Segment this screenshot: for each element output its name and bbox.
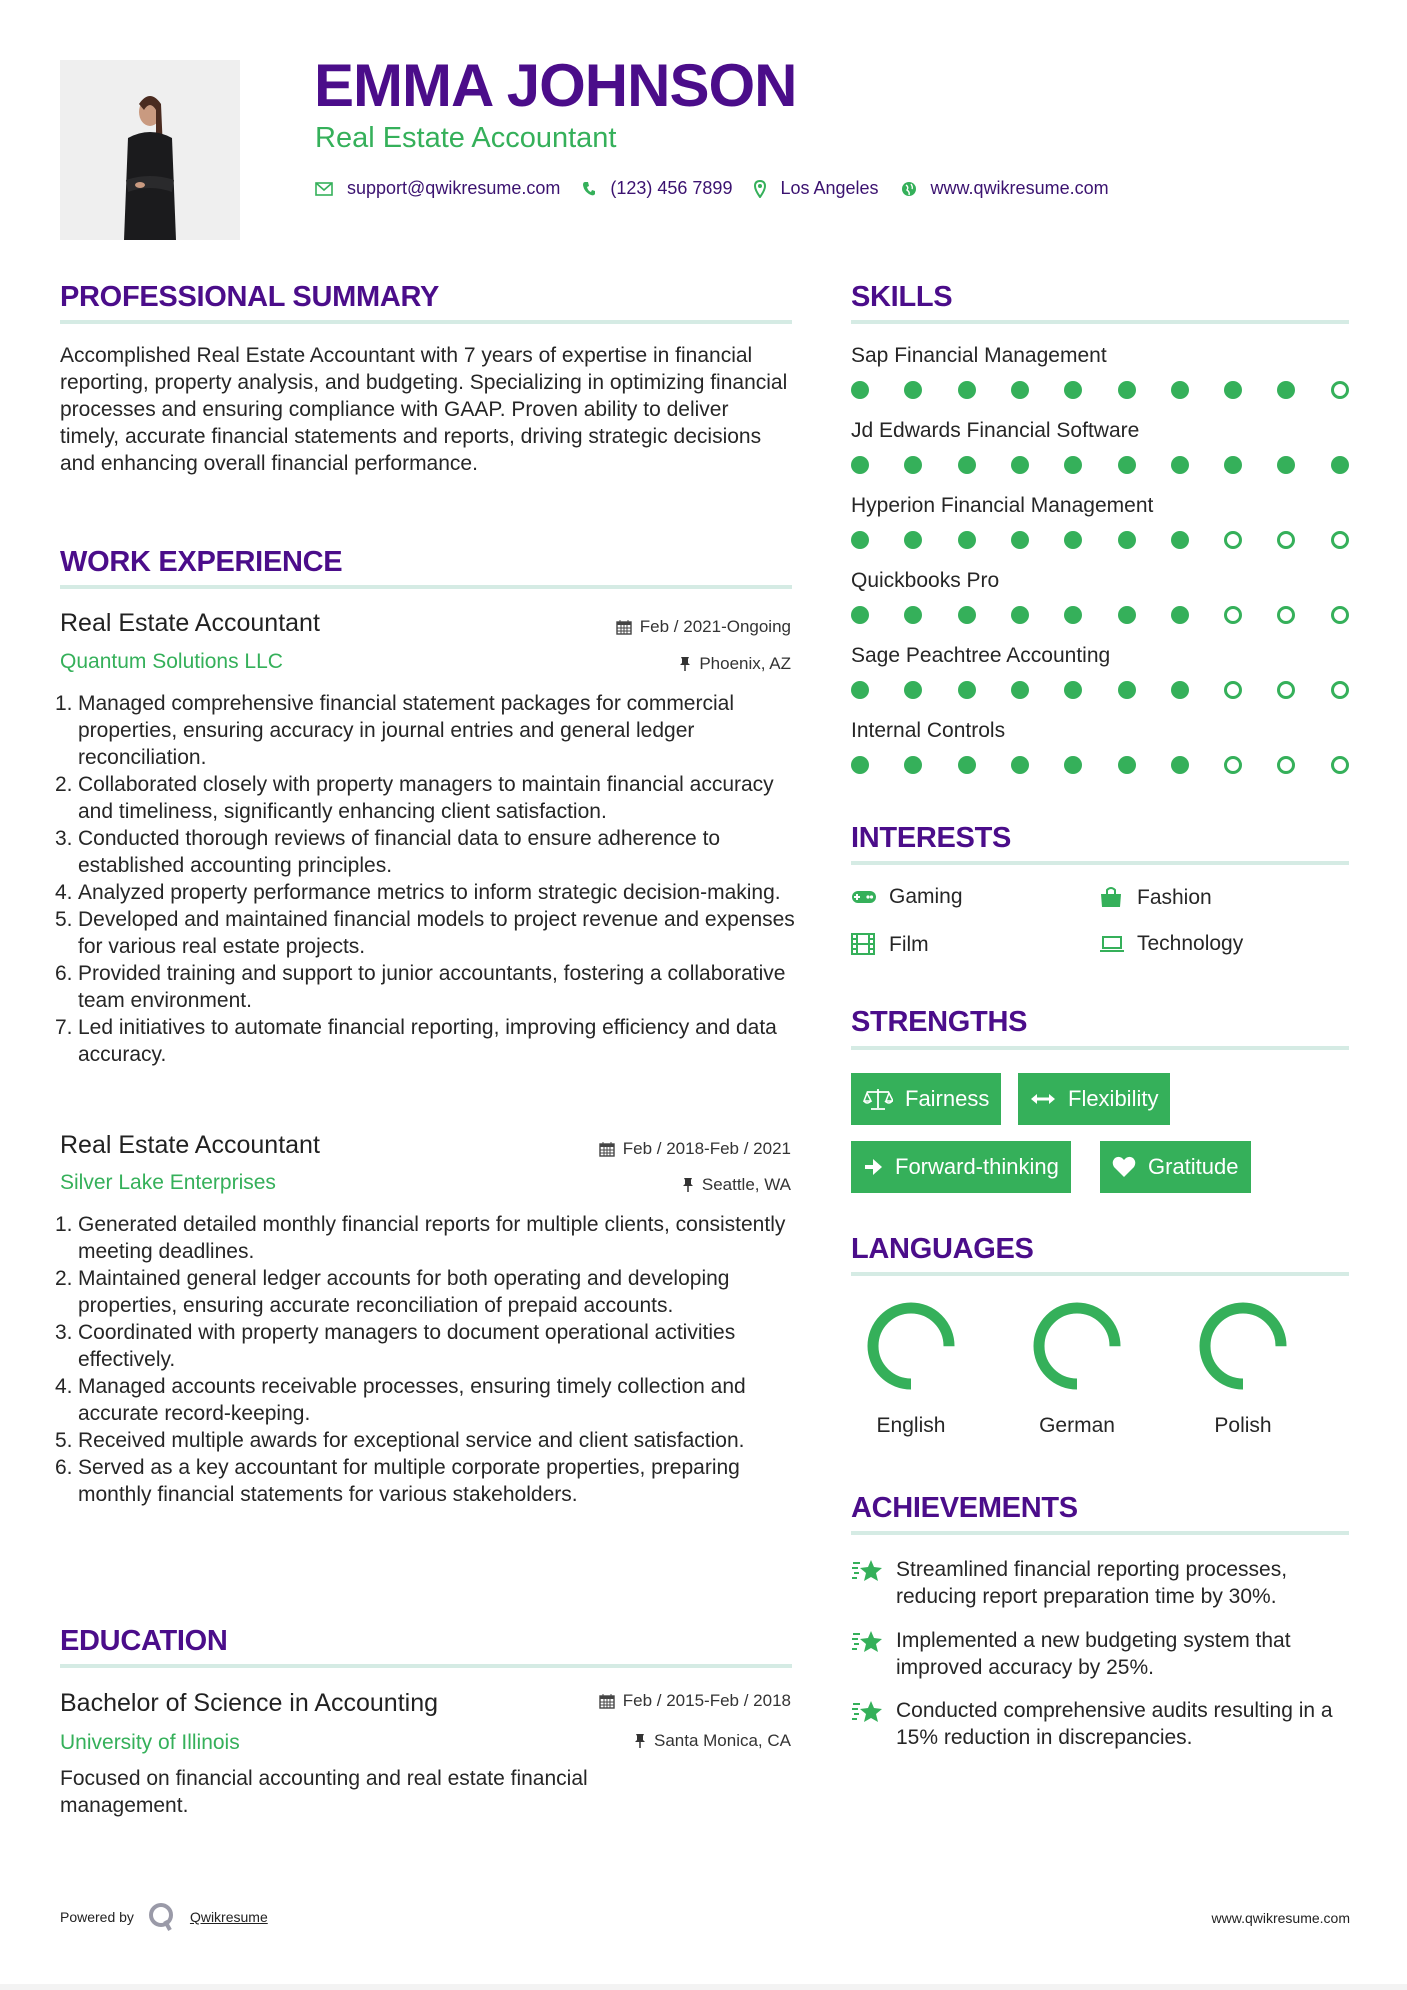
- achievements-heading: ACHIEVEMENTS: [851, 1492, 1078, 1524]
- rating-dot-filled: [1171, 456, 1189, 474]
- duty-number: 5.: [55, 1429, 73, 1452]
- section-divider: [60, 585, 792, 589]
- shooting-star-icon: [851, 1697, 896, 1751]
- duty-number: 6.: [55, 962, 73, 985]
- interest-label: Film: [889, 932, 929, 956]
- rating-dot-empty: [1331, 681, 1349, 699]
- job-dates: [616, 618, 791, 635]
- rating-dot-filled: [904, 531, 922, 549]
- contact-bar: [315, 178, 1131, 199]
- contact-phone[interactable]: (123) 456 7899: [610, 178, 733, 198]
- gamepad-icon: [851, 890, 877, 904]
- job-duties-list: [55, 690, 800, 1068]
- summary-text: Accomplished Real Estate Accountant with 7 years of expertise in financial reporting, property analysis, and budgeting. Specializing in optimizing financial processes and ensuring compliance with GAAP. Proven ability to deliver timely, accurate financial statements and reports, driving strategic decisions and enhancing overall financial performance.: [60, 344, 788, 475]
- rating-dot-empty: [1224, 681, 1242, 699]
- shooting-star-icon: [851, 1556, 896, 1610]
- pushpin-icon: [634, 1733, 646, 1749]
- education-description: Focused on financial accounting and real estate financial management.: [60, 1767, 588, 1817]
- job-role: Real Estate Accountant: [60, 1131, 320, 1159]
- arrows-horizontal-icon: [1030, 1092, 1056, 1106]
- skill-name: Hyperion Financial Management: [851, 494, 1154, 517]
- duty-item: [55, 825, 800, 879]
- education-school: University of Illinois: [60, 1731, 240, 1754]
- footer-powered-by: [60, 1902, 268, 1932]
- calendar-icon: [599, 1141, 615, 1157]
- rating-dot-filled: [1171, 531, 1189, 549]
- education-location: [634, 1732, 791, 1749]
- rating-dot-filled: [851, 756, 869, 774]
- interest-label: Technology: [1137, 932, 1244, 955]
- achievement-text: Implemented a new budgeting system that improved accuracy by 25%.: [896, 1629, 1291, 1679]
- achievement-text: Streamlined financial reporting processes, reducing report preparation time by 30%.: [896, 1558, 1288, 1608]
- skill-name: Sap Financial Management: [851, 344, 1107, 367]
- duty-number: 2.: [55, 1267, 73, 1290]
- rating-dot-filled: [958, 456, 976, 474]
- rating-dot-filled: [851, 381, 869, 399]
- interest-fashion: [1099, 886, 1212, 908]
- skill-name: Jd Edwards Financial Software: [851, 419, 1140, 442]
- pushpin-icon: [679, 656, 691, 672]
- pushpin-icon: [682, 1177, 694, 1193]
- footer-website[interactable]: www.qwikresume.com: [1211, 1910, 1350, 1926]
- arrow-right-icon: [863, 1157, 883, 1177]
- rating-dot-filled: [1011, 381, 1029, 399]
- duty-text: Collaborated closely with property managers to maintain financial accuracy and timeliness, significantly enhancing client satisfaction.: [78, 773, 774, 823]
- job-dates-text: Feb / 2018-Feb / 2021: [622, 1139, 791, 1158]
- duty-item: [55, 960, 800, 1014]
- duty-text: Maintained general ledger accounts for both operating and developing properties, ensuring accurate reconciliation of prepaid accounts.: [78, 1267, 730, 1317]
- rating-dot-filled: [1011, 756, 1029, 774]
- candidate-title: Real Estate Accountant: [315, 122, 617, 154]
- duty-number: 7.: [55, 1016, 73, 1039]
- rating-dot-empty: [1277, 531, 1295, 549]
- contact-website[interactable]: www.qwikresume.com: [930, 178, 1109, 198]
- education-dates: [599, 1692, 791, 1709]
- interest-technology: [1099, 933, 1243, 954]
- person-photo-icon: [60, 60, 240, 240]
- map-marker-icon: [754, 180, 766, 198]
- duty-text: Managed accounts receivable processes, ensuring timely collection and accurate record-keeping.: [78, 1375, 746, 1425]
- duty-text: Conducted thorough reviews of financial data to ensure adherence to established accounting principles.: [78, 827, 721, 877]
- rating-dot-filled: [851, 456, 869, 474]
- education-heading: EDUCATION: [60, 1625, 228, 1657]
- calendar-icon: [616, 619, 632, 635]
- section-divider: [851, 861, 1349, 865]
- proficiency-arc: [1039, 1308, 1115, 1384]
- rating-dot-filled: [1011, 681, 1029, 699]
- rating-dot-filled: [904, 681, 922, 699]
- section-divider: [851, 1531, 1349, 1535]
- duty-item: [55, 879, 800, 906]
- balance-scale-icon: [863, 1087, 893, 1111]
- calendar-icon: [599, 1693, 615, 1709]
- contact-email[interactable]: support@qwikresume.com: [347, 178, 561, 198]
- rating-dot-filled: [851, 606, 869, 624]
- skill-name: Internal Controls: [851, 719, 1006, 742]
- rating-dot-filled: [1171, 681, 1189, 699]
- achievement-item: [851, 1556, 1351, 1610]
- duty-item: [55, 1454, 800, 1508]
- rating-dot-filled: [1224, 381, 1242, 399]
- rating-dot-filled: [904, 456, 922, 474]
- language-item: [851, 1300, 971, 1438]
- skill-rating: [851, 680, 1351, 700]
- candidate-name: EMMA JOHNSON: [314, 52, 797, 119]
- strength-gratitude: [1100, 1141, 1251, 1193]
- rating-dot-filled: [1064, 606, 1082, 624]
- rating-dot-filled: [1277, 381, 1295, 399]
- rating-dot-empty: [1224, 531, 1242, 549]
- duty-item: [55, 1319, 800, 1373]
- interest-film: [851, 933, 929, 955]
- rating-dot-empty: [1224, 756, 1242, 774]
- rating-dot-filled: [1064, 681, 1082, 699]
- rating-dot-filled: [1171, 381, 1189, 399]
- rating-dot-filled: [1064, 456, 1082, 474]
- rating-dot-empty: [1277, 681, 1295, 699]
- strength-label: Forward-thinking: [895, 1154, 1059, 1179]
- duty-number: 5.: [55, 908, 73, 931]
- language-name: Polish: [1214, 1414, 1272, 1437]
- skill-rating: [851, 530, 1351, 550]
- interest-gaming: [851, 886, 963, 907]
- contact-location: Los Angeles: [780, 178, 879, 198]
- education-location-text: Santa Monica, CA: [653, 1731, 791, 1750]
- interest-label: Fashion: [1137, 885, 1212, 909]
- duty-item: [55, 906, 800, 960]
- skills-heading: SKILLS: [851, 281, 953, 313]
- achievement-item: [851, 1627, 1351, 1681]
- powered-by-label: Powered by: [60, 1909, 134, 1925]
- duty-item: [55, 1373, 800, 1427]
- phone-icon: [582, 181, 596, 197]
- globe-icon: [901, 181, 917, 197]
- section-divider: [851, 1272, 1349, 1276]
- duty-item: [55, 1265, 800, 1319]
- shooting-star-icon: [851, 1627, 896, 1681]
- education-degree: Bachelor of Science in Accounting: [60, 1689, 439, 1717]
- experience-heading: WORK EXPERIENCE: [60, 546, 343, 578]
- rating-dot-filled: [1224, 456, 1242, 474]
- strength-label: Gratitude: [1148, 1154, 1239, 1179]
- profile-photo: [60, 60, 240, 240]
- rating-dot-filled: [851, 681, 869, 699]
- language-proficiency-ring: [1031, 1300, 1123, 1392]
- rating-dot-filled: [958, 531, 976, 549]
- job-dates: [599, 1140, 791, 1157]
- duty-text: Received multiple awards for exceptional service and client satisfaction.: [78, 1429, 745, 1452]
- duty-text: Managed comprehensive financial statement packages for commercial properties, ensuring accuracy in journal entries and general ledger reconciliation.: [78, 692, 734, 769]
- rating-dot-filled: [1171, 756, 1189, 774]
- job-location: [682, 1176, 791, 1193]
- proficiency-arc: [1205, 1308, 1281, 1384]
- skill-rating: [851, 455, 1351, 475]
- qwikresume-link[interactable]: Qwikresume: [189, 1909, 268, 1925]
- skill-name: Quickbooks Pro: [851, 569, 1000, 592]
- rating-dot-empty: [1277, 756, 1295, 774]
- language-proficiency-ring: [865, 1300, 957, 1392]
- language-item: [1183, 1300, 1303, 1438]
- rating-dot-filled: [1011, 456, 1029, 474]
- page-bottom-edge: [0, 1984, 1407, 1990]
- rating-dot-filled: [1118, 756, 1136, 774]
- rating-dot-filled: [1118, 381, 1136, 399]
- duty-number: 4.: [55, 1375, 73, 1398]
- envelope-icon: [315, 182, 333, 196]
- rating-dot-filled: [1118, 681, 1136, 699]
- section-divider: [60, 320, 792, 324]
- heart-icon: [1112, 1156, 1136, 1178]
- laptop-icon: [1099, 935, 1125, 953]
- job-location-text: Seattle, WA: [701, 1175, 791, 1194]
- language-proficiency-ring: [1197, 1300, 1289, 1392]
- rating-dot-filled: [1118, 606, 1136, 624]
- skill-rating: [851, 755, 1351, 775]
- duty-text: Analyzed property performance metrics to inform strategic decision-making.: [78, 881, 781, 904]
- language-name: English: [876, 1414, 946, 1437]
- rating-dot-empty: [1331, 606, 1349, 624]
- rating-dot-filled: [1331, 456, 1349, 474]
- rating-dot-filled: [904, 381, 922, 399]
- language-item: [1017, 1300, 1137, 1438]
- job-location-text: Phoenix, AZ: [699, 654, 791, 673]
- skill-rating: [851, 380, 1351, 400]
- job-company: Silver Lake Enterprises: [60, 1171, 276, 1194]
- interests-heading: INTERESTS: [851, 822, 1012, 854]
- job-role: Real Estate Accountant: [60, 609, 320, 637]
- rating-dot-filled: [904, 606, 922, 624]
- proficiency-arc: [873, 1308, 949, 1384]
- rating-dot-filled: [958, 756, 976, 774]
- strength-fairness: [851, 1073, 1001, 1125]
- strength-label: Fairness: [905, 1086, 990, 1111]
- rating-dot-filled: [851, 531, 869, 549]
- achievement-text: Conducted comprehensive audits resulting in a 15% reduction in discrepancies.: [896, 1699, 1333, 1749]
- rating-dot-filled: [958, 606, 976, 624]
- rating-dot-empty: [1331, 531, 1349, 549]
- duty-text: Coordinated with property managers to document operational activities effectively.: [78, 1321, 736, 1371]
- strength-forward-thinking: [851, 1141, 1071, 1193]
- achievement-item: [851, 1697, 1351, 1751]
- rating-dot-filled: [1064, 531, 1082, 549]
- rating-dot-filled: [1011, 606, 1029, 624]
- job-location: [679, 655, 791, 672]
- rating-dot-filled: [1011, 531, 1029, 549]
- section-divider: [60, 1664, 792, 1668]
- skill-name: Sage Peachtree Accounting: [851, 644, 1111, 667]
- rating-dot-filled: [1171, 606, 1189, 624]
- duty-text: Developed and maintained financial models to project revenue and expenses for various real estate projects.: [78, 908, 795, 958]
- education-dates-text: Feb / 2015-Feb / 2018: [622, 1691, 791, 1710]
- duty-number: 4.: [55, 881, 73, 904]
- duty-item: [55, 690, 800, 771]
- section-divider: [851, 1046, 1349, 1050]
- duty-number: 1.: [55, 1213, 73, 1236]
- rating-dot-filled: [1118, 456, 1136, 474]
- shopping-bag-icon: [1099, 886, 1125, 908]
- duty-item: [55, 1014, 800, 1068]
- job-company: Quantum Solutions LLC: [60, 650, 283, 673]
- interest-label: Gaming: [889, 885, 963, 908]
- film-icon: [851, 933, 877, 955]
- duty-text: Led initiatives to automate financial reporting, improving efficiency and data accuracy.: [78, 1016, 777, 1066]
- strengths-heading: STRENGTHS: [851, 1006, 1028, 1038]
- language-name: German: [1039, 1414, 1115, 1437]
- duty-text: Generated detailed monthly financial reports for multiple clients, consistently meeting deadlines.: [78, 1213, 786, 1263]
- rating-dot-filled: [1277, 456, 1295, 474]
- duty-item: [55, 1427, 800, 1454]
- rating-dot-empty: [1224, 606, 1242, 624]
- rating-dot-empty: [1277, 606, 1295, 624]
- strength-flexibility: [1018, 1073, 1170, 1125]
- qwikresume-logo-icon: [148, 1902, 176, 1932]
- languages-heading: LANGUAGES: [851, 1233, 1034, 1265]
- duty-text: Provided training and support to junior accountants, fostering a collaborative team environment.: [78, 962, 786, 1012]
- skill-rating: [851, 605, 1351, 625]
- duty-item: [55, 1211, 800, 1265]
- summary-heading: PROFESSIONAL SUMMARY: [60, 281, 440, 313]
- rating-dot-filled: [958, 381, 976, 399]
- rating-dot-filled: [1064, 756, 1082, 774]
- rating-dot-filled: [904, 756, 922, 774]
- duty-number: 6.: [55, 1456, 73, 1479]
- job-duties-list: [55, 1211, 800, 1508]
- rating-dot-filled: [958, 681, 976, 699]
- duty-number: 1.: [55, 692, 73, 715]
- strength-label: Flexibility: [1068, 1086, 1159, 1111]
- section-divider: [851, 320, 1349, 324]
- rating-dot-empty: [1331, 381, 1349, 399]
- rating-dot-filled: [1118, 531, 1136, 549]
- duty-number: 2.: [55, 773, 73, 796]
- duty-item: [55, 771, 800, 825]
- duty-number: 3.: [55, 827, 73, 850]
- rating-dot-filled: [1064, 381, 1082, 399]
- rating-dot-empty: [1331, 756, 1349, 774]
- job-dates-text: Feb / 2021-Ongoing: [639, 617, 791, 636]
- duty-number: 3.: [55, 1321, 73, 1344]
- duty-text: Served as a key accountant for multiple corporate properties, preparing monthly financial statements for various stakeholders.: [78, 1456, 740, 1506]
